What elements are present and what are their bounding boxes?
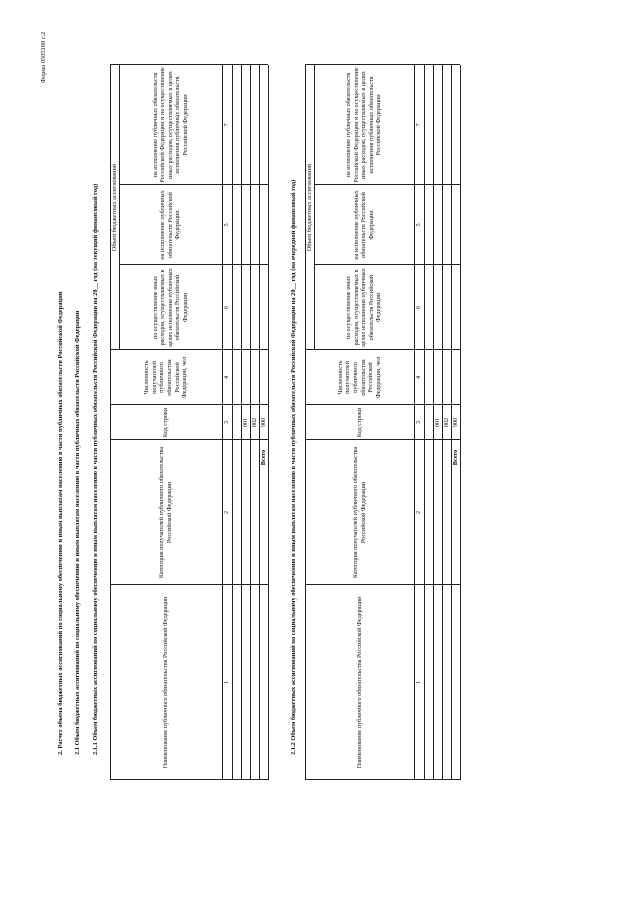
- header-public-obligations: на исполнение публичных обязательств Российской Федерации: [352, 190, 375, 260]
- row-code: 002: [250, 417, 258, 428]
- col-number: 2: [415, 510, 423, 515]
- section-2-1-2-title: 2.1.2 Объем бюджетных ассигнований по социальному обеспечению и иным выплатам населению в части публичных обязательств Российской Федерации на 20__ год (на очередной финансовый год): [290, 179, 297, 755]
- total-code: 900: [451, 417, 459, 428]
- header-recipient-category: Категория получателей публичного обязательства Российской Федерации: [158, 446, 173, 579]
- col-number: 3: [415, 420, 423, 425]
- col-number: 7: [223, 123, 231, 127]
- section-2-title: 2. Расчет объема бюджетных ассигнований по социальному обеспечению и иным выплатам населению в части публичных обязательств Российской Федерации: [57, 291, 64, 755]
- col-number: 2: [223, 510, 231, 515]
- header-recipient-count: Численность получателей публичного обязательства Российской Федерации, чел: [336, 356, 382, 399]
- row-code: 001: [433, 417, 441, 428]
- header-obligation-name: Наименование публичного обязательства Российской Федерации: [355, 596, 363, 769]
- total-label: Всего: [451, 449, 459, 466]
- col-number: 1: [223, 680, 231, 685]
- col-number: 1: [415, 680, 423, 685]
- col-number: 4: [223, 375, 231, 380]
- header-combined: на исполнение публичных обязательств Российской Федерации и на осуществление иных расходов, осуществляемых в целях исполнения публичных обязательств Российской Федерации: [345, 67, 383, 183]
- section-2-1-title: 2.1 Объем бюджетных ассигнований по социальному обеспечению и иным выплатам населению в части публичных обязательств Российской Федерации: [74, 310, 81, 755]
- col-number: 5: [223, 223, 231, 227]
- total-code: 900: [259, 417, 267, 428]
- header-other-expenses: на осуществление иных расходов, осуществляемых в целях исполнения публичных обязательств Российской Федерации: [151, 268, 189, 347]
- header-budget-allocations: Объем бюджетных ассигнований: [110, 163, 118, 252]
- col-number: 5: [415, 223, 423, 227]
- header-public-obligations: на исполнение публичных обязательств Российской Федерации: [159, 190, 182, 260]
- row-code: 001: [241, 417, 249, 428]
- header-recipient-count: Численность получателей публичного обязательства Российской Федерации, чел: [143, 356, 189, 399]
- header-row-code: Код строки: [162, 407, 170, 438]
- total-label: Всего: [259, 449, 267, 466]
- col-number: 4: [415, 375, 423, 380]
- header-row-code: Код строки: [355, 407, 363, 438]
- header-obligation-name: Наименование публичного обязательства Российской Федерации: [162, 596, 170, 769]
- header-budget-allocations: Объем бюджетных ассигнований: [305, 163, 313, 252]
- section-2-1-1-title: 2.1.1 Объем бюджетных ассигнований по социальному обеспечению и иным выплатам населению в части публичных обязательств Российской Федерации на 20__ год (на текущий финансовый год): [92, 183, 99, 755]
- col-number: 7: [415, 123, 423, 127]
- form-code: Форма 0505188 с.2: [40, 31, 47, 83]
- header-other-expenses: на осуществление иных расходов, осуществляемых в целях исполнения публичных обязательств Российской Федерации: [345, 268, 383, 347]
- col-number: 3: [223, 420, 231, 425]
- row-code: 002: [442, 417, 450, 428]
- header-combined: на исполнение публичных обязательств Российской Федерации и на осуществление иных расходов, осуществляемых в целях исполнения публичных обязательств Российской Федерации: [151, 67, 189, 183]
- header-recipient-category: Категория получателей публичного обязательства Российской Федерации: [351, 446, 367, 579]
- col-number: 6: [223, 305, 231, 310]
- col-number: 6: [415, 305, 423, 310]
